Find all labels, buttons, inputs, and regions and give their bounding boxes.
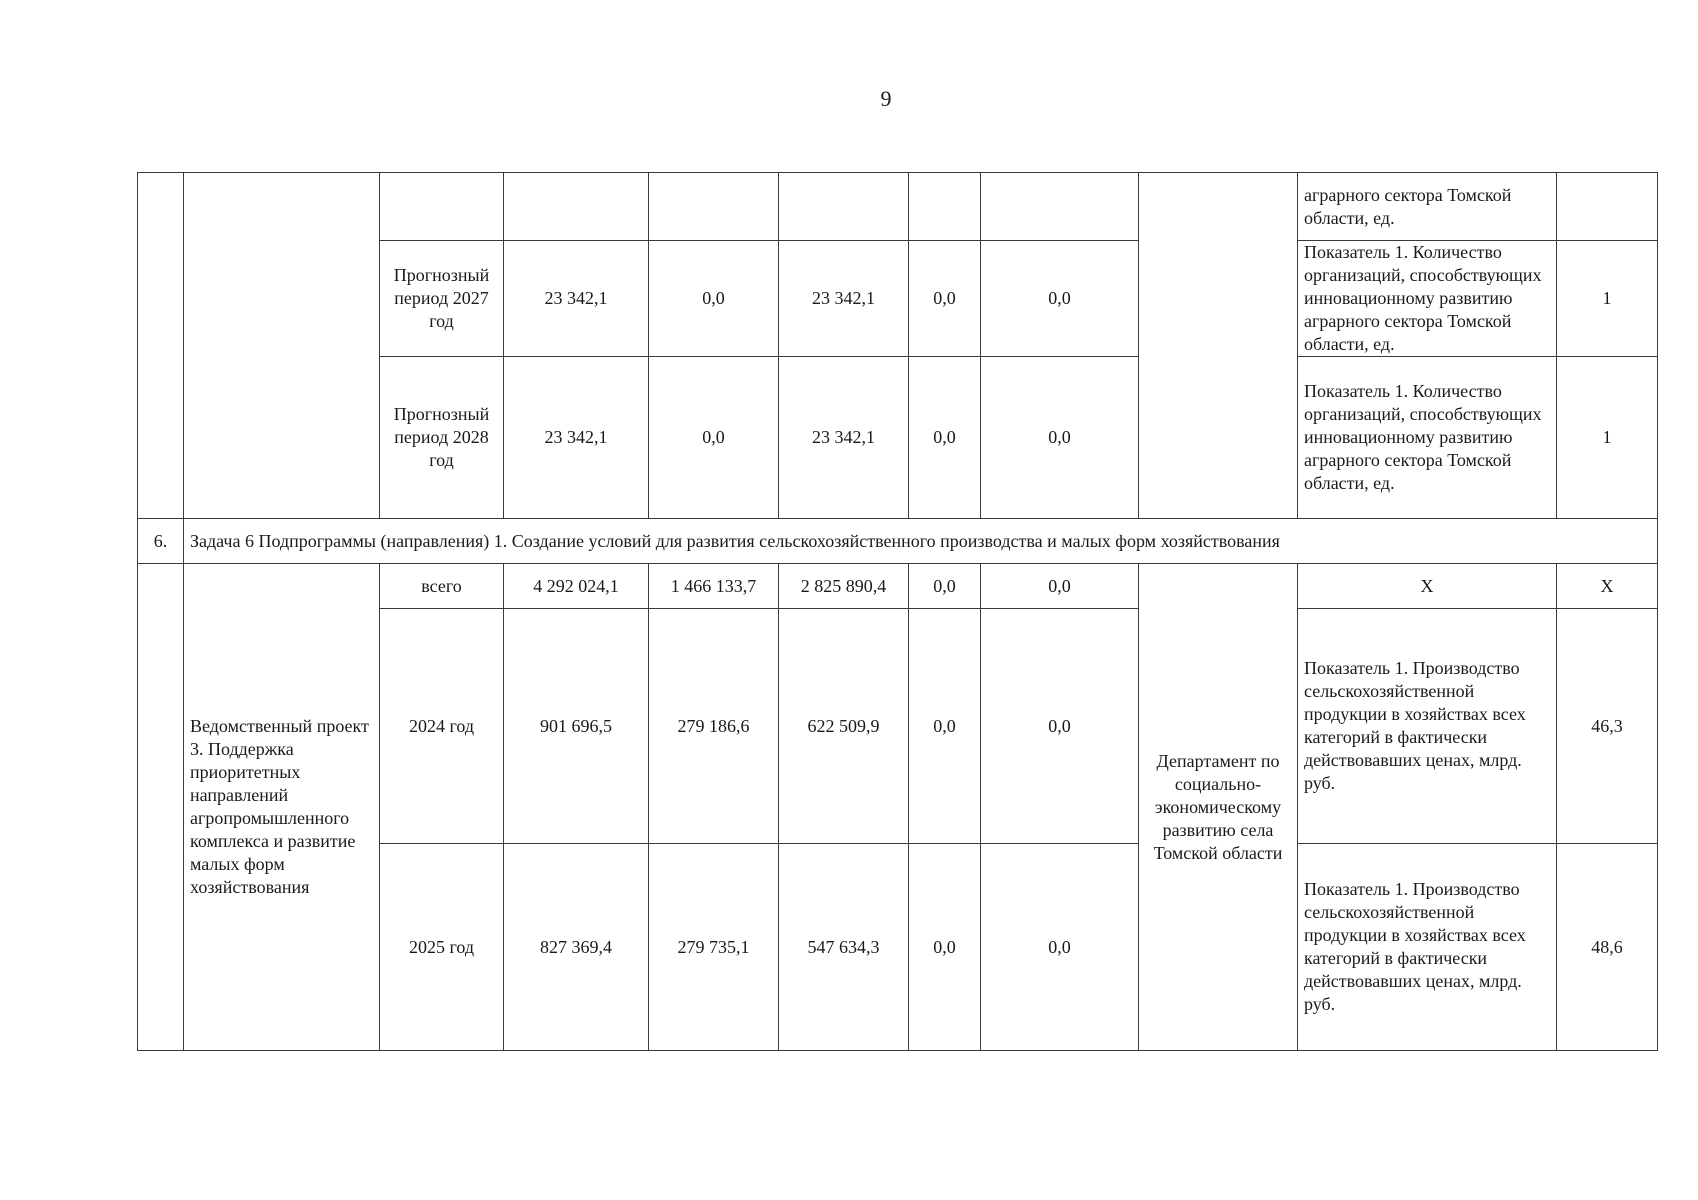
task-number: 6. [138,519,184,564]
federal-cell: 279 186,6 [649,609,779,844]
value-cell: 1 [1557,241,1658,357]
indicator-cell: Показатель 1. Производство сельскохозяйственной продукции в хозяйствах всех категорий в фактически действовавших ценах, млрд. руб. [1298,844,1557,1051]
regional-cell: 622 509,9 [779,609,909,844]
regional-cell [779,173,909,241]
total-cell [504,173,649,241]
period-cell: Прогнозный период 2027 год [380,241,504,357]
task-row [138,519,1658,564]
regional-cell: 2 825 890,4 [779,564,909,609]
period-cell: 2025 год [380,844,504,1051]
regional-cell: 547 634,3 [779,844,909,1051]
value-cell [1557,173,1658,241]
total-cell: 901 696,5 [504,609,649,844]
federal-cell: 279 735,1 [649,844,779,1051]
total-cell: 23 342,1 [504,241,649,357]
table-row-continued [138,173,1658,241]
other-cell [981,173,1139,241]
value-cell: X [1557,564,1658,609]
indicator-cell: X [1298,564,1557,609]
total-cell: 4 292 024,1 [504,564,649,609]
page-number: 9 [880,86,892,111]
task-title: Задача 6 Подпрограммы (направления) 1. Создание условий для развития сельскохозяйственного производства и малых форм хозяйствования [184,519,1658,564]
federal-cell [649,173,779,241]
table-row-total [138,564,1658,609]
federal-cell: 0,0 [649,357,779,519]
federal-cell: 1 466 133,7 [649,564,779,609]
project-name-cell: Ведомственный проект 3. Поддержка приоритетных направлений агропромышленного комплекса и развитие малых форм хозяйствования [184,564,380,1051]
period-cell: всего [380,564,504,609]
local-cell: 0,0 [909,609,981,844]
period-cell: 2024 год [380,609,504,844]
other-cell: 0,0 [981,564,1139,609]
value-cell: 48,6 [1557,844,1658,1051]
federal-cell: 0,0 [649,241,779,357]
event-name-cell [184,173,380,519]
other-cell: 0,0 [981,844,1139,1051]
indicator-cell: аграрного сектора Томской области, ед. [1298,173,1557,241]
row-number-cell [138,564,184,1051]
indicator-cell: Показатель 1. Производство сельскохозяйственной продукции в хозяйствах всех категорий в фактически действовавших ценах, млрд. руб. [1298,609,1557,844]
indicator-cell: Показатель 1. Количество организаций, способствующих инновационному развитию аграрного сектора Томской области, ед. [1298,241,1557,357]
total-cell: 23 342,1 [504,357,649,519]
local-cell: 0,0 [909,844,981,1051]
total-cell: 827 369,4 [504,844,649,1051]
other-cell: 0,0 [981,609,1139,844]
local-cell: 0,0 [909,564,981,609]
period-cell [380,173,504,241]
local-cell [909,173,981,241]
regional-cell: 23 342,1 [779,241,909,357]
local-cell: 0,0 [909,241,981,357]
other-cell: 0,0 [981,357,1139,519]
value-cell: 46,3 [1557,609,1658,844]
local-cell: 0,0 [909,357,981,519]
value-cell: 1 [1557,357,1658,519]
executor-cell: Департамент по социально-экономическому развитию села Томской области [1139,564,1298,1051]
indicator-cell: Показатель 1. Количество организаций, способствующих инновационному развитию аграрного сектора Томской области, ед. [1298,357,1557,519]
executor-cell [1139,173,1298,519]
period-cell: Прогнозный период 2028 год [380,357,504,519]
regional-cell: 23 342,1 [779,357,909,519]
other-cell: 0,0 [981,241,1139,357]
program-table [137,172,1658,1051]
row-number-cell [138,173,184,519]
